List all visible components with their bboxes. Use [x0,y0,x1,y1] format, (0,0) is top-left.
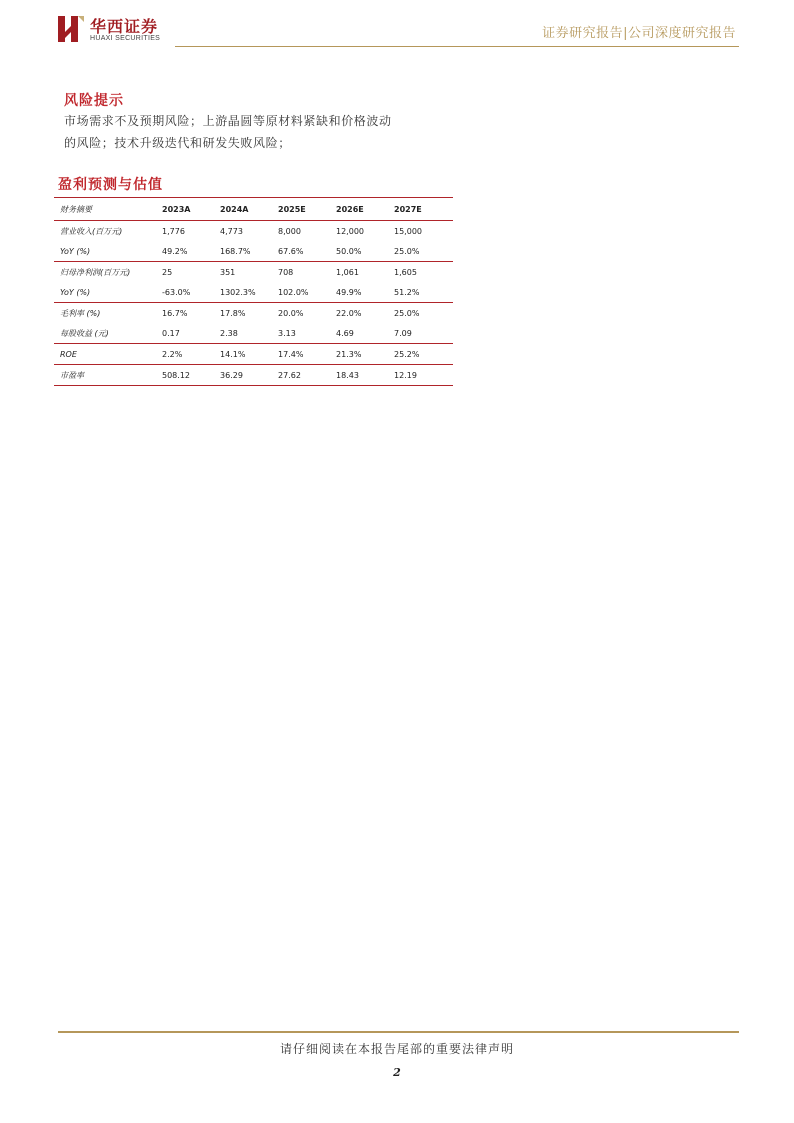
risk-section-title: 风险提示 [64,93,124,109]
row-label: 归母净利润(百万元) [60,267,131,277]
table-row [54,323,453,344]
table-cell: 51.2% [394,282,453,303]
row-label: YoY (%) [54,282,162,303]
company-logo [58,14,228,46]
risk-line-1: 市场需求不及预期风险；上游晶圆等原材料紧缺和价格波动 [64,114,392,128]
table-cell: 1,776 [162,226,185,236]
risk-paragraph [64,110,444,154]
table-cell: 15,000 [394,226,422,236]
table-row [54,365,453,386]
table-cell: -63.0% [162,282,220,303]
table-cell: 351 [220,267,236,277]
table-cell: 27.62 [278,365,336,386]
table-row [54,282,453,303]
table-cell: 4,773 [220,226,243,236]
header-cell: 2024A [220,198,278,221]
row-label: 毛利率 (%) [60,308,101,318]
table-row [54,344,453,365]
report-type-title: 证券研究报告|公司深度研究报告 [542,26,736,41]
financial-table [54,198,453,386]
row-label: YoY (%) [54,241,162,262]
table-cell: 25.2% [394,344,453,365]
table-cell: 1302.3% [220,282,278,303]
table-cell: 168.7% [220,241,278,262]
table-header-row [54,198,453,221]
header-divider [175,46,739,47]
table-cell: 67.6% [278,241,336,262]
table-cell: 8,000 [278,226,301,236]
table-cell: 49.9% [336,282,394,303]
logo-english-name: HUAXI SECURITIES [90,35,161,42]
header-cell: 2025E [278,198,336,221]
table-cell: 4.69 [336,323,394,344]
footer-divider [58,1031,739,1033]
row-label: 市盈率 [54,365,162,386]
table-cell: 2.38 [220,323,278,344]
row-label: 每股收益 (元) [54,323,162,344]
financial-summary-table [54,197,453,386]
logo-chinese-name: 华西证券 [90,17,159,36]
table-row [54,262,453,283]
table-cell: 102.0% [278,282,336,303]
table-row [54,221,453,242]
table-row [54,241,453,262]
table-cell: 17.8% [220,308,246,318]
table-cell: 25.0% [394,241,453,262]
table-cell: 50.0% [336,241,394,262]
page-header [0,0,794,52]
table-cell: 1,605 [394,267,417,277]
table-cell: 2.2% [162,344,220,365]
table-cell: 708 [278,267,294,277]
table-cell: 25.0% [394,308,420,318]
table-cell: 36.29 [220,365,278,386]
table-cell: 12,000 [336,226,364,236]
table-cell: 3.13 [278,323,336,344]
legal-notice: 请仔细阅读在本报告尾部的重要法律声明 [279,1042,514,1056]
table-cell: 21.3% [336,344,394,365]
row-label: 营业收入(百万元) [60,226,123,236]
table-cell: 508.12 [162,365,220,386]
table-cell: 18.43 [336,365,394,386]
forecast-section-title: 盈利预测与估值 [58,177,163,193]
row-label: ROE [54,344,162,365]
huaxi-logo-icon [58,14,84,44]
table-cell: 7.09 [394,323,453,344]
table-cell: 12.19 [394,365,453,386]
table-cell: 22.0% [336,308,362,318]
table-cell: 0.17 [162,323,220,344]
header-cell: 财务摘要 [54,198,162,221]
table-cell: 25 [162,267,173,277]
table-cell: 14.1% [220,344,278,365]
table-cell: 17.4% [278,344,336,365]
table-row [54,303,453,324]
table-cell: 16.7% [162,308,188,318]
header-cell: 2027E [394,198,453,221]
risk-line-2: 的风险；技术升级迭代和研发失败风险； [64,136,291,150]
header-cell: 2026E [336,198,394,221]
header-cell: 2023A [162,198,220,221]
table-cell: 49.2% [162,241,220,262]
page-number: 2 [393,1066,401,1079]
table-cell: 1,061 [336,267,359,277]
table-cell: 20.0% [278,308,304,318]
